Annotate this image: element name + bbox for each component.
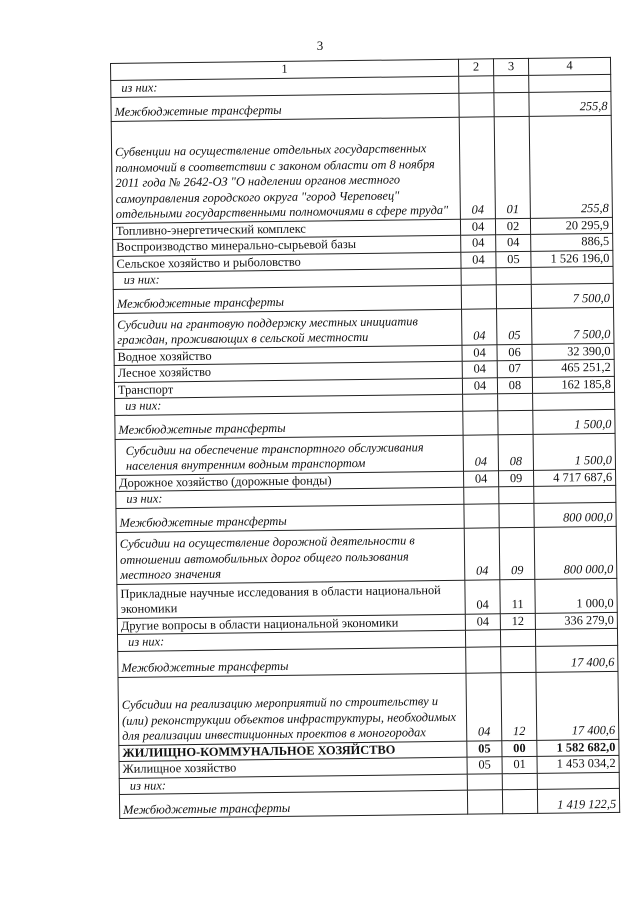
row-subsection-code: 12 [500, 613, 535, 630]
row-amount: 886,5 [531, 233, 613, 251]
row-subsection-code [494, 75, 529, 92]
row-amount: 17 400,6 [536, 671, 619, 740]
row-section-code [464, 487, 499, 504]
row-subsection-code: 04 [496, 234, 531, 251]
budget-table [110, 57, 620, 819]
row-subsection-code [502, 789, 537, 813]
row-label: из них: [111, 76, 459, 97]
row-subsection-code: 07 [497, 360, 532, 377]
header-col-4: 4 [528, 57, 610, 75]
row-section-code: 04 [466, 672, 502, 740]
row-label: Субсидии на осуществление дорожной деятельности в отношении автомобильных дорог общего пользования местного значения [116, 528, 465, 584]
row-subsection-code: 06 [497, 344, 532, 361]
table-row [115, 433, 615, 475]
row-label: Межбюджетные трансферты [116, 504, 464, 532]
row-amount: 17 400,6 [536, 645, 618, 672]
row-section-code: 04 [461, 235, 496, 252]
row-section-code [463, 394, 498, 411]
row-subsection-code [494, 92, 529, 116]
row-section-code: 04 [462, 344, 497, 361]
row-section-code: 04 [462, 377, 497, 394]
row-label: Воспроизводство минерально-сырьевой базы [113, 235, 461, 256]
row-subsection-code [498, 393, 533, 410]
row-label: Лесное хозяйство [114, 361, 462, 382]
table-row [119, 788, 619, 818]
row-subsection-code: 05 [496, 251, 531, 268]
row-subsection-code: 02 [495, 218, 530, 235]
row-amount [537, 772, 619, 790]
row-label: Другие вопросы в области национальной экономики [117, 614, 465, 635]
row-section-code [459, 76, 494, 93]
row-section-code [466, 646, 501, 672]
row-amount [531, 266, 613, 284]
row-section-code [467, 790, 502, 814]
row-amount: 1 000,0 [535, 578, 617, 613]
row-amount: 1 526 196,0 [531, 250, 613, 268]
row-amount: 465 251,2 [532, 359, 614, 377]
row-section-code: 05 [467, 740, 502, 757]
row-section-code: 04 [462, 361, 497, 378]
row-subsection-code: 08 [498, 434, 533, 470]
row-label: из них: [119, 774, 467, 795]
row-subsection-code [502, 773, 537, 790]
row-section-code: 04 [459, 116, 495, 218]
row-section-code: 04 [464, 470, 499, 487]
row-label: Межбюджетные трансферты [118, 647, 466, 677]
row-label: Межбюджетные трансферты [113, 285, 461, 313]
row-label: Субсидии на обеспечение транспортного обслуживания населения внутренним водным транспортом [115, 435, 463, 475]
row-section-code [461, 284, 496, 308]
row-section-code: 04 [462, 308, 497, 344]
row-label: Сельское хозяйство и рыболовство [113, 252, 461, 273]
row-label: Дорожное хозяйство (дорожные фонды) [116, 471, 464, 492]
page-number: 3 [316, 38, 324, 53]
row-amount: 800 000,0 [534, 526, 617, 579]
row-label: ЖИЛИЩНО-КОММУНАЛЬНОЕ ХОЗЯЙСТВО [119, 741, 467, 762]
row-label: из них: [117, 630, 465, 651]
row-label: Жилищное хозяйство [119, 757, 467, 778]
row-amount: 255,8 [529, 115, 612, 218]
row-subsection-code [500, 629, 535, 646]
row-section-code: 04 [460, 218, 495, 235]
row-section-code: 04 [461, 251, 496, 268]
table-row [116, 526, 617, 584]
row-subsection-code: 09 [499, 527, 535, 579]
table-row [118, 671, 619, 745]
row-subsection-code [498, 410, 533, 434]
row-section-code: 04 [464, 527, 500, 579]
row-subsection-code: 01 [494, 116, 530, 218]
row-section-code [464, 503, 499, 527]
row-amount: 4 717 687,6 [534, 469, 616, 487]
row-section-code [467, 773, 502, 790]
row-amount: 20 295,9 [530, 217, 612, 235]
row-amount: 1 582 682,0 [537, 739, 619, 757]
header-col-3: 3 [493, 58, 528, 75]
row-amount [535, 628, 617, 646]
row-amount: 1 500,0 [533, 433, 615, 470]
row-section-code [463, 410, 498, 434]
row-label: Межбюджетные трансферты [119, 790, 467, 818]
header-col-2: 2 [458, 59, 493, 76]
row-label: Межбюджетные трансферты [115, 411, 463, 439]
row-section-code: 05 [467, 757, 502, 774]
row-subsection-code: 11 [500, 579, 535, 613]
row-label: Прикладные научные исследования в области национальной экономики [117, 580, 465, 618]
row-amount: 32 390,0 [532, 343, 614, 361]
row-label: из них: [115, 394, 463, 415]
row-subsection-code: 05 [497, 308, 532, 344]
row-subsection-code: 12 [501, 672, 537, 740]
row-amount: 336 279,0 [535, 612, 617, 630]
row-label: из них: [113, 268, 461, 289]
table-row [114, 307, 614, 349]
row-subsection-code: 09 [499, 470, 534, 487]
row-subsection-code: 08 [497, 377, 532, 394]
row-section-code: 04 [465, 579, 500, 613]
row-section-code [465, 630, 500, 647]
row-label: Топливно-энергетический комплекс [112, 219, 460, 240]
row-section-code: 04 [465, 613, 500, 630]
table-row [111, 115, 612, 223]
row-amount: 1 419 122,5 [537, 788, 619, 813]
row-amount [529, 74, 611, 92]
row-amount: 255,8 [529, 91, 611, 116]
row-amount [534, 485, 616, 503]
row-amount: 162 185,8 [532, 376, 614, 394]
row-label: Межбюджетные трансферты [111, 93, 459, 121]
header-col-1: 1 [111, 59, 459, 80]
row-section-code: 04 [463, 434, 498, 470]
row-label: Водное хозяйство [114, 345, 462, 366]
row-subsection-code: 00 [502, 740, 537, 757]
row-label: Субвенции на осуществление отдельных государственных полномочий в соответствии с законом области от 8 ноября 2011 года № 2642-ОЗ "О наделении органов местного самоуправления городского округа "город Череповец" отдельными государственными полномочиями в сфере труда" [111, 117, 460, 223]
row-amount: 800 000,0 [534, 502, 616, 527]
row-amount: 1 453 034,2 [537, 755, 619, 773]
row-label: Субсидии на грантовую поддержку местных инициатив граждан, проживающих в сельской местности [114, 309, 462, 349]
row-label: из них: [116, 487, 464, 508]
row-amount: 7 500,0 [532, 307, 614, 344]
row-label: Транспорт [114, 378, 462, 399]
row-subsection-code [501, 646, 536, 672]
row-section-code [459, 92, 494, 116]
row-subsection-code [499, 486, 534, 503]
row-subsection-code [496, 267, 531, 284]
row-subsection-code: 01 [502, 756, 537, 773]
row-amount [533, 392, 615, 410]
row-subsection-code [499, 503, 534, 527]
row-amount: 1 500,0 [533, 409, 615, 434]
row-subsection-code [496, 284, 531, 308]
row-section-code [461, 268, 496, 285]
row-label: Субсидии на реализацию мероприятий по строительству и (или) реконструкции объектов инфраструктуры, необходимых для реализации инвестиционных проектов в моногородах [118, 673, 467, 745]
budget-table-sheet [110, 57, 617, 819]
row-amount: 7 500,0 [531, 283, 613, 308]
